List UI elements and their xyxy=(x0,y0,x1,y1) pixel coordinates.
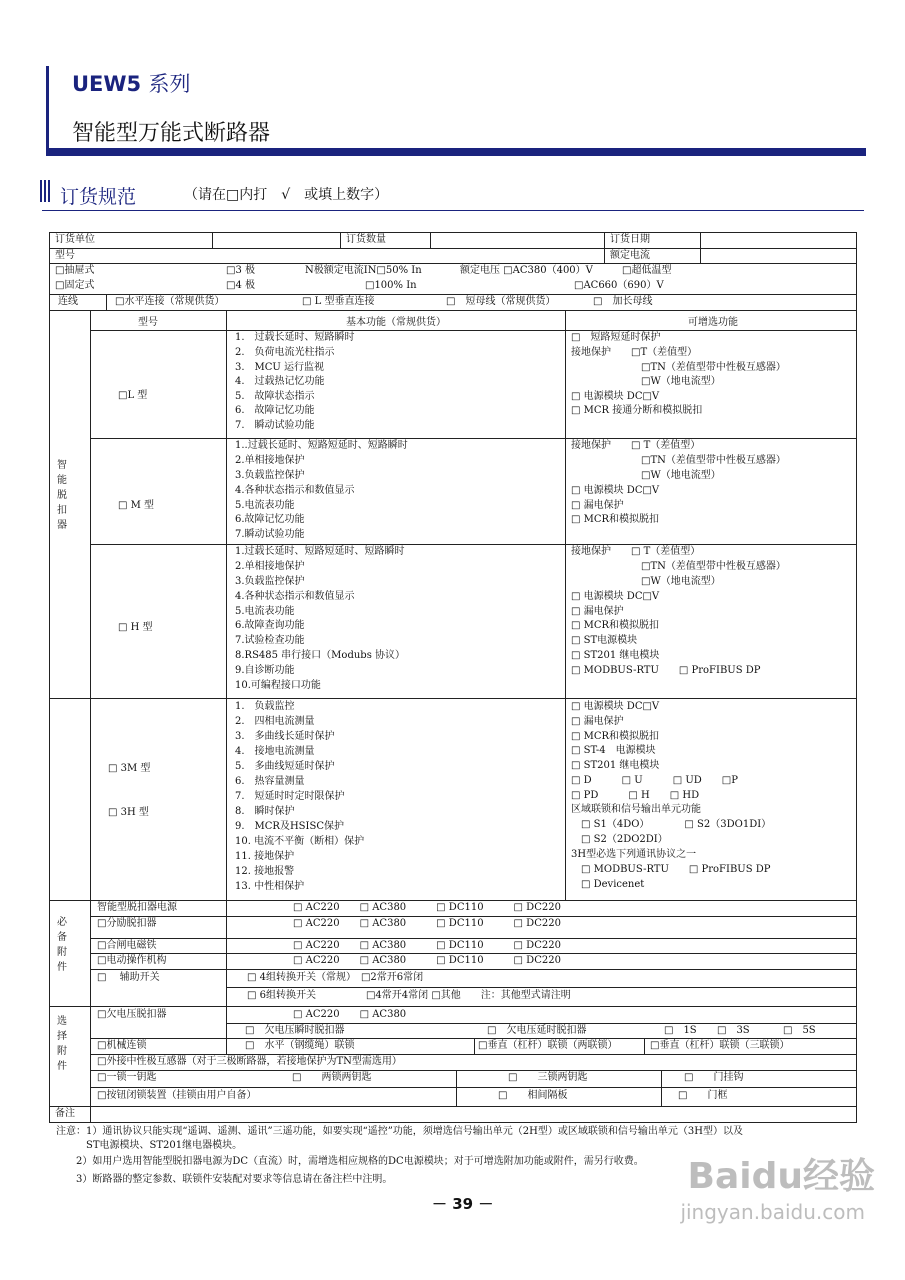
req-trip-power: 智能型脱扣器电源 xyxy=(97,902,177,913)
list-item: 5.电流表功能 xyxy=(235,606,295,617)
list-item: 7.瞬动试验功能 xyxy=(235,529,305,540)
product-title: 智能型万能式断路器 xyxy=(72,121,271,146)
watermark-url: jingyan.baidu.com xyxy=(680,1200,865,1224)
list-item[interactable]: □ D □ U □ UD □P xyxy=(571,775,738,786)
list-item: 4. 过载热记忆功能 xyxy=(235,376,325,387)
list-item[interactable]: □ 漏电保护 xyxy=(571,500,624,511)
list-item[interactable]: □ MODBUS-RTU □ ProFIBUS DP xyxy=(571,864,771,875)
n-pole-100-option[interactable]: □100% In xyxy=(365,280,417,291)
type-3h-option[interactable]: □ 3H 型 xyxy=(108,807,149,818)
rated-current-label: 额定电流 xyxy=(610,250,650,261)
pole-4-option[interactable]: □4 极 xyxy=(226,280,255,291)
list-item: 2. 四相电流测量 xyxy=(235,716,315,727)
list-item: 3.负载监控保护 xyxy=(235,576,305,587)
note-line: ST电源模块、ST201继电器模块。 xyxy=(56,1140,243,1151)
header-rule xyxy=(46,148,866,156)
door-frame-option[interactable]: □ 门框 xyxy=(678,1090,728,1101)
list-item[interactable]: □ ST201 继电模块 xyxy=(571,760,660,771)
list-item[interactable]: □TN（差值型带中性极互感器） xyxy=(571,455,786,466)
list-item: 4.各种状态指示和数值显示 xyxy=(235,485,355,496)
button-lock-option[interactable]: □按钮闭锁装置（挂锁由用户自备） xyxy=(97,1090,257,1101)
lock-3-option[interactable]: □ 三锁两钥匙 xyxy=(508,1072,588,1083)
list-item[interactable]: □ 电源模块 DC□V xyxy=(571,485,660,496)
drawout-option[interactable]: □抽屉式 xyxy=(55,265,95,276)
short-busbar-option[interactable]: □ 短母线（常规供货） xyxy=(446,296,556,307)
list-item[interactable]: □ S1（4DO） □ S2（3DO1DI） xyxy=(571,819,772,830)
door-hook-option[interactable]: □ 门挂钩 xyxy=(684,1072,744,1083)
req-shunt-release[interactable]: □分励脱扣器 xyxy=(97,918,157,929)
list-item: 7. 瞬动试验功能 xyxy=(235,420,315,431)
list-item: 7.试验检查功能 xyxy=(235,635,305,646)
list-item: 7. 短延时时定时限保护 xyxy=(235,791,345,802)
list-item: 2.单相接地保护 xyxy=(235,455,305,466)
order-spec-title: 订货规范 xyxy=(60,186,137,208)
model-label: 型号 xyxy=(55,250,75,261)
list-item[interactable]: □ Devicenet xyxy=(571,879,645,890)
note-line: 3）断路器的整定参数、联锁件安装配对要求等信息请在备注栏中注明。 xyxy=(56,1174,393,1185)
page-number: － 39 － xyxy=(432,1195,494,1213)
list-item: 4.各种状态指示和数值显示 xyxy=(235,591,355,602)
section-optional-accessories: 选择附件 xyxy=(57,1016,67,1072)
list-item: 6.故障查询功能 xyxy=(235,620,305,631)
list-item[interactable]: □ 电源模块 DC□V xyxy=(571,591,660,602)
list-item[interactable]: □TN（差值型带中性极互感器） xyxy=(571,561,786,572)
list-item[interactable]: □ 短路短延时保护 xyxy=(571,332,661,343)
section-intelligent-trip: 智能脱扣器 xyxy=(57,460,67,531)
phase-partition-option[interactable]: □ 相间隔板 xyxy=(498,1090,568,1101)
type-h-option[interactable]: □ H 型 xyxy=(118,622,153,633)
list-item[interactable]: 接地保护 □T（差值型） xyxy=(571,347,698,358)
list-item: 3. 多曲线长延时保护 xyxy=(235,731,335,742)
list-item[interactable]: □ PD □ H □ HD xyxy=(571,790,700,801)
uv-3s-option[interactable]: □ 3S xyxy=(717,1025,750,1036)
req-shunt-options[interactable]: □ AC220 □ AC380 □ DC110 □ DC220 xyxy=(293,918,561,929)
list-item: 8. 瞬时保护 xyxy=(235,806,295,817)
external-ct-option[interactable]: □外接中性极互感器（对于三极断路器，若接地保护为TN型需选用） xyxy=(97,1056,402,1067)
lock-2-option[interactable]: □ 两锁两钥匙 xyxy=(292,1072,372,1083)
list-item: 6. 热容量测量 xyxy=(235,776,305,787)
list-item: 1. 过载长延时、短路瞬时 xyxy=(235,332,355,343)
list-item: 2. 负荷电流光柱指示 xyxy=(235,347,335,358)
uv-1s-option[interactable]: □ 1S xyxy=(664,1025,697,1036)
list-item: 3H型必选下列通讯协议之一 xyxy=(571,849,697,860)
list-item: 11. 接地保护 xyxy=(235,851,295,862)
long-busbar-option[interactable]: □ 加长母线 xyxy=(593,296,653,307)
list-item[interactable]: □ S2（2DO2DI） xyxy=(571,834,668,845)
uv-instant-option[interactable]: □ 欠电压瞬时脱扣器 xyxy=(245,1025,345,1036)
list-item: 12. 接地报警 xyxy=(235,866,295,877)
list-item: 区域联锁和信号输出单元功能 xyxy=(571,804,701,815)
col-basic-header: 基本功能（常规供货） xyxy=(346,317,446,328)
mech-interlock[interactable]: □机械连锁 xyxy=(97,1040,147,1051)
rated-voltage-option[interactable]: 额定电压 □AC380（400）V xyxy=(460,265,593,276)
mech-vertical-3-option[interactable]: □垂直（杠杆）联锁（三联锁） xyxy=(650,1040,790,1051)
conn-horizontal-option[interactable]: □水平连接（常规供货） xyxy=(115,296,225,307)
list-item[interactable]: 接地保护 □ T（差值型） xyxy=(571,440,701,451)
list-item: 3. MCU 运行监视 xyxy=(235,362,325,373)
aux-switch[interactable]: □ 辅助开关 xyxy=(97,972,160,983)
list-item[interactable]: □ ST-4 电源模块 xyxy=(571,745,656,756)
list-item[interactable]: □ MCR和模拟脱扣 xyxy=(571,620,660,631)
type-l-option[interactable]: □L 型 xyxy=(118,390,148,401)
list-item[interactable]: □ MCR和模拟脱扣 xyxy=(571,514,660,525)
col-optional-header: 可增选功能 xyxy=(688,317,738,328)
aux-switch-option-2[interactable]: □ 6组转换开关 □4常开4常闭 □其他 注：其他型式请注明 xyxy=(247,990,571,1001)
list-item[interactable]: □ MODBUS-RTU □ ProFIBUS DP xyxy=(571,665,761,676)
list-item: 6.故障记忆功能 xyxy=(235,514,305,525)
order-date-label: 订货日期 xyxy=(610,234,650,245)
list-item: 10.可编程接口功能 xyxy=(235,680,321,691)
list-item[interactable]: □W（地电流型） xyxy=(571,470,721,481)
fixed-option[interactable]: □固定式 xyxy=(55,280,95,291)
uv-5s-option[interactable]: □ 5S xyxy=(783,1025,816,1036)
list-item: 3.负载监控保护 xyxy=(235,470,305,481)
list-item: 6. 故障记忆功能 xyxy=(235,405,315,416)
low-temp-option[interactable]: □超低温型 xyxy=(622,265,672,276)
connection-label: 连线 xyxy=(58,296,78,307)
watermark-logo: Baidu经验 xyxy=(687,1156,875,1197)
list-item: 1.过载长延时、短路短延时、短路瞬时 xyxy=(235,546,405,557)
type-3m-option[interactable]: □ 3M 型 xyxy=(108,763,151,774)
list-item[interactable]: 接地保护 □ T（差值型） xyxy=(571,546,701,557)
list-item[interactable]: □ 电源模块 DC□V xyxy=(571,391,660,402)
section-required-accessories: 必备附件 xyxy=(57,917,67,973)
series-title: UEW5 系列 xyxy=(72,72,191,96)
mech-horizontal-option[interactable]: □ 水平（钢缆绳）联锁 xyxy=(245,1040,355,1051)
list-item: 4. 接地电流测量 xyxy=(235,746,315,757)
list-item: 13. 中性相保护 xyxy=(235,881,305,892)
list-item: 9. MCR及HSISC保护 xyxy=(235,821,344,832)
list-item[interactable]: □ MCR 接通分断和模拟脱扣 xyxy=(571,405,703,416)
list-item: 5. 多曲线短延时保护 xyxy=(235,761,335,772)
note-line: 注意：1）通讯协议只能实现“遥调、遥测、遥讯”三遥功能，如要实现“遥控”功能，须增选信号输出单元（2H型）或区域联锁和信号输出单元（3H型）以及 xyxy=(56,1126,743,1137)
list-item[interactable]: □ 漏电保护 xyxy=(571,716,624,727)
list-item[interactable]: □TN（差值型带中性极互感器） xyxy=(571,362,786,373)
req-closing-options[interactable]: □ AC220 □ AC380 □ DC110 □ DC220 xyxy=(293,940,561,951)
conn-l-vertical-option[interactable]: □ L 型垂直连接 xyxy=(302,296,375,307)
uv-delay-option[interactable]: □ 欠电压延时脱扣器 xyxy=(487,1025,587,1036)
n-pole-current[interactable]: N极额定电流IN□50% In xyxy=(305,265,422,276)
ac660-option[interactable]: □AC660（690）V xyxy=(574,280,664,291)
lock-1-option[interactable]: □一锁一钥匙 xyxy=(97,1072,157,1083)
order-unit-label: 订货单位 xyxy=(55,234,95,245)
undervoltage-options[interactable]: □ AC220 □ AC380 xyxy=(293,1009,407,1020)
list-item[interactable]: □W（地电流型） xyxy=(571,576,721,587)
note-line: 2）如用户选用智能型脱扣器电源为DC（直流）时，需增选相应规格的DC电源模块；对于可增选附加功能或附件，需另行收费。 xyxy=(56,1156,644,1167)
list-item[interactable]: □W（地电流型） xyxy=(571,376,721,387)
list-item: 9.自诊断功能 xyxy=(235,665,295,676)
list-item[interactable]: □ 漏电保护 xyxy=(571,606,624,617)
pole-3-option[interactable]: □3 极 xyxy=(226,265,255,276)
mech-vertical-2-option[interactable]: □垂直（杠杆）联锁（两联锁） xyxy=(478,1040,618,1051)
list-item[interactable]: □ ST201 继电模块 xyxy=(571,650,660,661)
undervoltage-release[interactable]: □欠电压脱扣器 xyxy=(97,1009,167,1020)
list-item: 8.RS485 串行接口（Modubs 协议） xyxy=(235,650,405,661)
type-m-option[interactable]: □ M 型 xyxy=(118,500,155,511)
list-item: 1. 负载监控 xyxy=(235,701,295,712)
header-accent-bar xyxy=(46,66,49,150)
list-item: 5.电流表功能 xyxy=(235,500,295,511)
title-divider xyxy=(42,210,864,211)
req-motor-operator[interactable]: □电动操作机构 xyxy=(97,955,167,966)
list-item: 10. 电流不平衡（断相）保护 xyxy=(235,836,365,847)
list-item: 1..过载长延时、短路短延时、短路瞬时 xyxy=(235,440,408,451)
list-item[interactable]: □ ST电源模块 xyxy=(571,635,638,646)
list-item[interactable]: □ MCR和模拟脱扣 xyxy=(571,731,660,742)
req-motor-options[interactable]: □ AC220 □ AC380 □ DC110 □ DC220 xyxy=(293,955,561,966)
col-model-header: 型号 xyxy=(138,317,158,328)
req-closing-magnet[interactable]: □合闸电磁铁 xyxy=(97,940,157,951)
order-qty-label: 订货数量 xyxy=(346,234,386,245)
req-trip-power-options[interactable]: □ AC220 □ AC380 □ DC110 □ DC220 xyxy=(293,902,561,913)
aux-switch-option-1[interactable]: □ 4组转换开关（常规） □2常开6常闭 xyxy=(247,972,424,983)
order-instruction: （请在□内打 √ 或填上数字） xyxy=(184,187,389,203)
remark-label: 备注 xyxy=(55,1108,75,1119)
list-item: 2.单相接地保护 xyxy=(235,561,305,572)
list-item[interactable]: □ 电源模块 DC□V xyxy=(571,701,660,712)
list-item: 5. 故障状态指示 xyxy=(235,391,315,402)
